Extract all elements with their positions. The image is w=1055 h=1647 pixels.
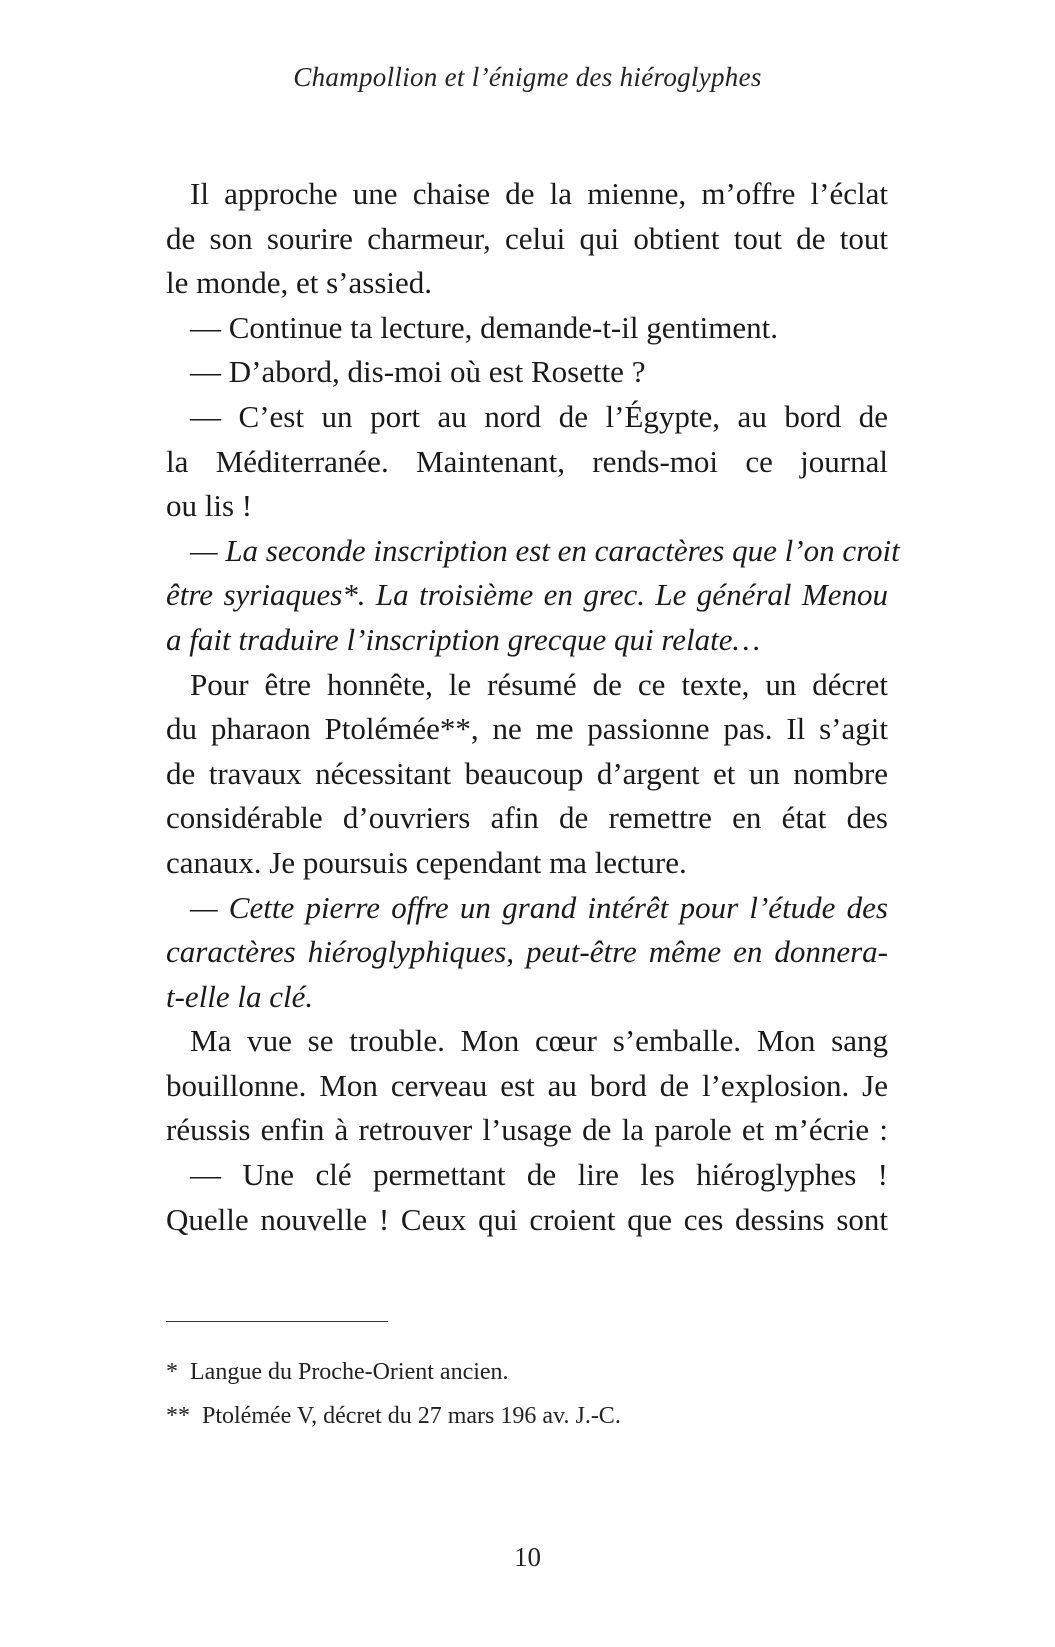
footnote-marker: ** [166, 1403, 190, 1429]
text-line: réussis enfin à retrouver l’usage de la parole et m’écrie : [166, 1112, 888, 1148]
footnote-marker: * [166, 1359, 178, 1385]
text-line: le monde, et s’assied. [166, 265, 433, 301]
footnotes [166, 1350, 888, 1438]
text-line: de travaux nécessitant beaucoup d’argent et un nombre [166, 755, 888, 791]
text-line: bouillonne. Mon cerveau est au bord de l’explosion. Je [166, 1067, 888, 1103]
text-line: — Cette pierre offre un grand intérêt pour l’étude des [190, 889, 888, 925]
body-text [166, 172, 900, 1242]
text-line: — C’est un port au nord de l’Égypte, au bord de [190, 398, 888, 434]
running-title: Champollion et l’énigme des hiéroglyphes [293, 62, 762, 92]
text-line: Quelle nouvelle ! Ceux qui croient que ces dessins sont [166, 1201, 888, 1237]
footnote-text: Langue du Proche-Orient ancien. [190, 1359, 509, 1385]
text-line: du pharaon Ptolémée**, ne me passionne pas. Il s’agit [166, 711, 888, 747]
text-line: Ma vue se trouble. Mon cœur s’emballe. Mon sang [190, 1023, 888, 1059]
text-line: de son sourire charmeur, celui qui obtient tout de tout [166, 220, 888, 256]
text-line: a fait traduire l’inscription grecque qui relate… [166, 621, 761, 657]
text-line: Pour être honnête, le résumé de ce texte, un décret [190, 666, 888, 702]
text-line: Il approche une chaise de la mienne, m’offre l’éclat [190, 176, 888, 211]
text-line: caractères hiéroglyphiques, peut-être même en donnera- [166, 934, 888, 970]
text-line: la Méditerranée. Maintenant, rends-moi ce journal [166, 443, 888, 479]
text-line: être syriaques*. La troisième en grec. Le général Menou [166, 577, 888, 613]
text-line: — Continue ta lecture, demande-t-il gentiment. [190, 309, 778, 345]
footnote [166, 1394, 888, 1438]
text-line: t-elle la clé. [166, 978, 314, 1014]
text-line: ou lis ! [166, 488, 253, 524]
text-line: considérable d’ouvriers afin de remettre en état des [166, 800, 888, 836]
text-line: — D’abord, dis-moi où est Rosette ? [190, 354, 646, 390]
footnote [166, 1350, 888, 1394]
text-line: canaux. Je poursuis cependant ma lecture. [166, 844, 687, 880]
text-line: — La seconde inscription est en caractères que l’on croit [190, 532, 900, 568]
text-line: — Une clé permettant de lire les hiéroglyphes ! [190, 1157, 888, 1193]
page-number: 10 [514, 1542, 541, 1572]
footnote-separator [166, 1321, 388, 1322]
footnote-text: Ptolémée V, décret du 27 mars 196 av. J.-C. [202, 1403, 621, 1429]
